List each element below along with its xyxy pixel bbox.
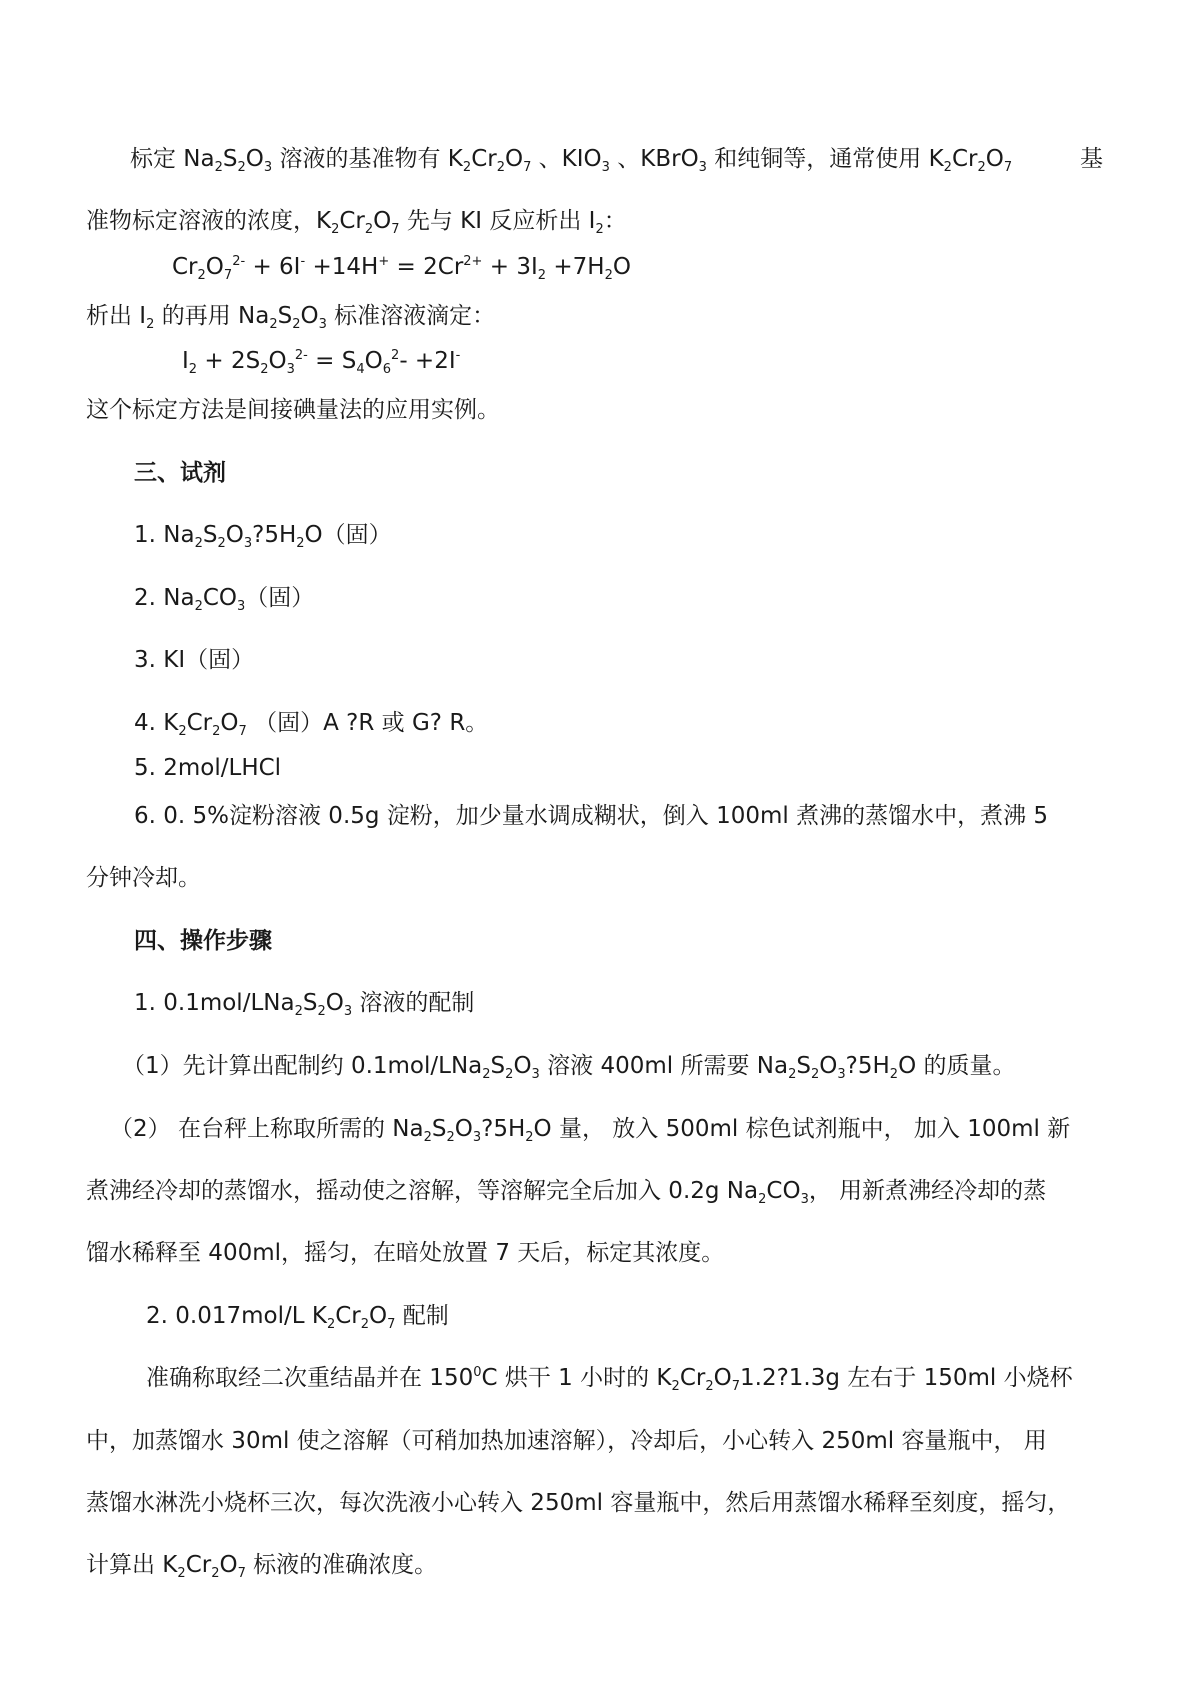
text: O [373, 208, 392, 234]
text: 煮沸经冷却的蒸馏水，摇动使之溶解，等溶解完全后加入 0.2g Na [86, 1178, 759, 1204]
text: + 6I [245, 254, 301, 280]
text: 1.2?1.3g 左右于 150ml 小烧杯 [740, 1365, 1073, 1391]
subscript: 2 [595, 222, 604, 237]
subscript: 2 [214, 160, 223, 175]
text: S [202, 522, 218, 548]
text: S [796, 1053, 811, 1079]
reagent-item [134, 583, 314, 613]
text: O [454, 1116, 473, 1142]
subscript: 3 [698, 160, 707, 175]
subscript: 2 [296, 536, 305, 551]
paragraph-line-end [1080, 144, 1103, 174]
subscript: 7 [523, 160, 532, 175]
text: ： [603, 208, 627, 234]
text: O [513, 1053, 532, 1079]
procedure-substep-continued [86, 1176, 1046, 1206]
text: Cr [185, 1552, 212, 1578]
reagent-item [134, 520, 392, 550]
subscript: 6 [382, 362, 392, 377]
subscript: 2 [260, 362, 269, 377]
text: （固） [245, 585, 315, 611]
subscript: 2 [360, 1317, 370, 1332]
subscript: 2 [269, 317, 278, 332]
equation-thiosulfate [182, 346, 460, 376]
subscript: 2 [217, 536, 226, 551]
superscript: 2- [232, 254, 246, 269]
text: 和纯铜等，通常使用 K [706, 146, 944, 172]
section-heading-procedure: 四、操作步骤 [134, 928, 272, 954]
text: 溶液 400ml 所需要 Na [539, 1053, 789, 1079]
text: ?5H [845, 1053, 890, 1079]
text: S [490, 1053, 506, 1079]
paragraph-line [86, 206, 627, 236]
subscript: 2 [194, 536, 203, 551]
text: 1. 0.1mol/LNa [134, 990, 295, 1016]
subscript: 2 [525, 1130, 534, 1145]
section-heading-reagents: 三、试剂 [134, 460, 226, 486]
text: 析出 I [86, 303, 147, 329]
subscript: 2 [178, 724, 187, 739]
subscript: 2 [212, 724, 221, 739]
text: O 量， 放入 500ml 棕色试剂瓶中， 加入 100ml 新 [533, 1116, 1071, 1142]
text: ， 用新煮沸经冷却的蒸 [808, 1178, 1047, 1204]
subscript: 3 [263, 160, 273, 175]
text: 准物标定溶液的浓度，K [86, 208, 332, 234]
text: 基 [1080, 146, 1103, 172]
text: + 2S [197, 348, 261, 374]
text: O [268, 348, 287, 374]
procedure-step [146, 1301, 449, 1331]
text: Cr [172, 254, 198, 280]
subscript: 2 [331, 222, 340, 237]
procedure-paragraph [146, 1363, 1073, 1393]
paragraph-line [86, 301, 495, 331]
reagent-item: 5. 2mol/LHCl [134, 755, 282, 781]
text: O [225, 522, 244, 548]
text: 的再用 Na [154, 303, 270, 329]
text: O [300, 303, 319, 329]
superscript: - [455, 348, 461, 363]
subscript: 3 [343, 1004, 353, 1019]
subscript: 2 [446, 1130, 455, 1145]
subscript: 3 [243, 536, 253, 551]
reagent-item [134, 708, 488, 738]
subscript: 2 [462, 160, 472, 175]
paragraph-line: 这个标定方法是间接碘量法的应用实例。 [86, 397, 500, 423]
text: 计算出 K [86, 1552, 178, 1578]
subscript: 2 [604, 268, 613, 283]
reagent-item: 6. 0. 5%淀粉溶液 0.5g 淀粉，加少量水调成糊状，倒入 100ml 煮沸的蒸馏水中，煮沸 5 [134, 803, 1049, 829]
subscript: 2 [758, 1192, 767, 1207]
procedure-paragraph-continued [86, 1550, 437, 1580]
subscript: 2 [294, 1004, 303, 1019]
text: O [985, 146, 1004, 172]
subscript: 4 [356, 362, 365, 377]
text: O 的质量。 [898, 1053, 1016, 1079]
text: 溶液的配制 [352, 990, 475, 1016]
text: = S [307, 348, 357, 374]
text: O [219, 1552, 238, 1578]
procedure-substep [122, 1051, 1015, 1081]
text: S [222, 146, 238, 172]
text: S [277, 303, 293, 329]
text: Cr [339, 208, 365, 234]
superscript: - [300, 254, 306, 269]
reagent-item: 3. KI（固） [134, 647, 255, 673]
subscript: 7 [387, 1317, 396, 1332]
subscript: 2 [237, 160, 246, 175]
text: 4. K [134, 710, 179, 736]
subscript: 3 [601, 160, 610, 175]
subscript: 7 [391, 222, 400, 237]
subscript: 7 [238, 724, 247, 739]
text: ?5H [252, 522, 297, 548]
text: O [245, 146, 264, 172]
text: CO [766, 1178, 801, 1204]
subscript: 2 [496, 160, 505, 175]
text: Cr [951, 146, 978, 172]
text: Cr [186, 710, 213, 736]
subscript: 2 [326, 1317, 336, 1332]
equation-dichromate [172, 252, 631, 282]
text: 先与 KI 反应析出 I [399, 208, 596, 234]
subscript: 2 [317, 1004, 326, 1019]
subscript: 2 [943, 160, 952, 175]
text: 、KIO [531, 146, 602, 172]
text: O [819, 1053, 838, 1079]
text: = 2Cr [389, 254, 464, 280]
subscript: 2 [423, 1130, 432, 1145]
superscript: 2- [294, 348, 308, 363]
text: O [504, 146, 524, 172]
text: O [325, 990, 344, 1016]
subscript: 2 [211, 1566, 220, 1581]
procedure-substep-continued: 馏水稀释至 400ml，摇匀，在暗处放置 7 天后，标定其浓度。 [86, 1240, 725, 1266]
subscript: 2 [705, 1379, 714, 1394]
subscript: 2 [810, 1067, 820, 1082]
text: + 3I [482, 254, 538, 280]
subscript: 2 [177, 1566, 186, 1581]
text: 2. 0.017mol/L K [146, 1303, 327, 1329]
superscript: + [378, 254, 390, 269]
procedure-paragraph-continued: 蒸馏水淋洗小烧杯三次，每次洗液小心转入 250ml 容量瓶中，然后用蒸馏水稀释至刻度，摇匀， [86, 1490, 1071, 1516]
procedure-step [134, 988, 474, 1018]
subscript: 2 [977, 160, 986, 175]
procedure-substep [110, 1114, 1070, 1144]
text: 、KBrO [609, 146, 699, 172]
text: +7H [546, 254, 605, 280]
subscript: 3 [237, 599, 246, 614]
subscript: 2 [671, 1379, 680, 1394]
subscript: 7 [237, 1566, 246, 1581]
text: 溶液的基准物有 K [272, 146, 463, 172]
text: I [182, 348, 189, 374]
text: （1）先计算出配制约 0.1mol/LNa [122, 1053, 483, 1079]
subscript: 3 [800, 1192, 809, 1207]
subscript: 3 [318, 317, 327, 332]
text: O [205, 254, 224, 280]
superscript: 0 [473, 1365, 482, 1380]
reagent-item-continued: 分钟冷却。 [86, 865, 201, 891]
text: CO [202, 585, 238, 611]
subscript: 7 [1003, 160, 1013, 175]
text: 标定 Na [130, 146, 215, 172]
subscript: 3 [472, 1130, 482, 1145]
subscript: 2 [889, 1067, 899, 1082]
text: O（固） [304, 522, 392, 548]
subscript: 2 [146, 317, 155, 332]
text: （固）A ?R 或 G? R。 [246, 710, 489, 736]
text: 2. Na [134, 585, 195, 611]
subscript: 2 [197, 268, 206, 283]
text: 标液的准确浓度。 [245, 1552, 438, 1578]
superscript: 2 [391, 348, 400, 363]
text: Cr [471, 146, 497, 172]
text: Cr [335, 1303, 361, 1329]
subscript: 2 [188, 362, 198, 377]
text: S [431, 1116, 447, 1142]
subscript: 2 [292, 317, 301, 332]
procedure-paragraph-continued: 中，加蒸馏水 30ml 使之溶解（可稍加热加速溶解），冷却后，小心转入 250ml 容量瓶中， 用 [86, 1428, 1047, 1454]
subscript: 2 [364, 222, 374, 237]
text: - +2I [399, 348, 456, 374]
text: O [220, 710, 239, 736]
subscript: 2 [482, 1067, 491, 1082]
subscript: 7 [731, 1379, 740, 1394]
subscript: 2 [194, 599, 203, 614]
text: （2） 在台秤上称取所需的 Na [110, 1116, 424, 1142]
text: ?5H [481, 1116, 526, 1142]
text: 准确称取经二次重结晶并在 150 [146, 1365, 474, 1391]
paragraph-line [130, 144, 1012, 174]
subscript: 3 [286, 362, 295, 377]
subscript: 2 [788, 1067, 797, 1082]
text: Cr [679, 1365, 706, 1391]
text: 1. Na [134, 522, 195, 548]
subscript: 2 [505, 1067, 514, 1082]
text: O [369, 1303, 388, 1329]
text: O [713, 1365, 732, 1391]
subscript: 3 [531, 1067, 540, 1082]
text: O [612, 254, 631, 280]
text: 标准溶液滴定： [326, 303, 496, 329]
subscript: 7 [223, 268, 233, 283]
text: C 烘干 1 小时的 K [481, 1365, 672, 1391]
text: S [302, 990, 318, 1016]
subscript: 3 [837, 1067, 846, 1082]
superscript: 2+ [463, 254, 483, 269]
text: +14H [305, 254, 379, 280]
text: 配制 [395, 1303, 449, 1329]
text: O [364, 348, 383, 374]
subscript: 2 [537, 268, 547, 283]
